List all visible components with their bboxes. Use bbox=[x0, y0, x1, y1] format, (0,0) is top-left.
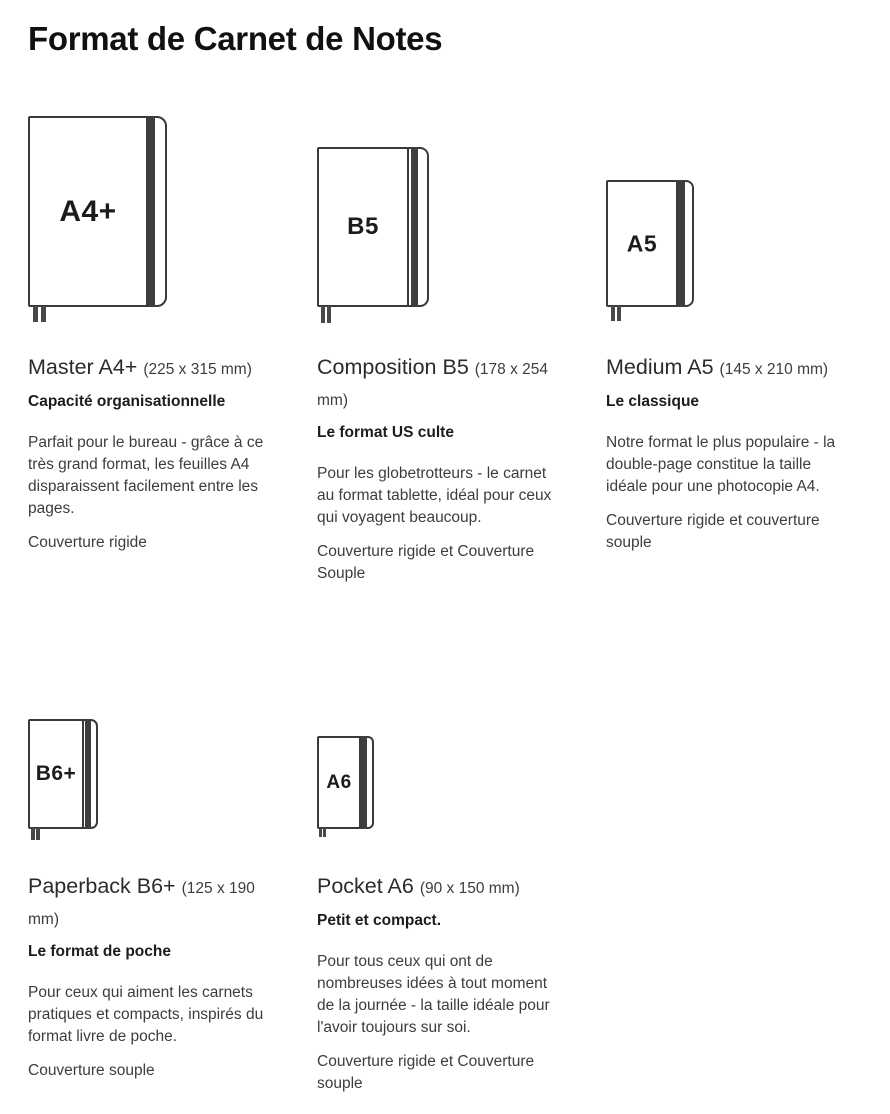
notebook-illustration bbox=[317, 702, 577, 842]
elastic-band-icon bbox=[678, 180, 685, 307]
format-card-pocket-a6 bbox=[317, 702, 577, 1095]
format-card-medium-a5 bbox=[606, 101, 866, 585]
elastic-band-icon bbox=[85, 719, 91, 829]
notebook-a5-icon bbox=[606, 180, 694, 307]
cover-options: Couverture rigide bbox=[28, 534, 147, 551]
format-description: Parfait pour le bureau - grâce à ce très grand format, les feuilles A4 disparaissent facilement entre les pages. bbox=[28, 434, 264, 517]
bookmark-ribbon-icon bbox=[41, 306, 46, 322]
bookmark-ribbon-icon bbox=[33, 306, 38, 322]
format-dimensions: (225 x 315 mm) bbox=[143, 361, 252, 378]
format-tagline: Le classique bbox=[606, 393, 700, 410]
format-tagline: Le format de poche bbox=[28, 943, 171, 960]
format-dimensions: (145 x 210 mm) bbox=[719, 361, 829, 378]
notebook-illustration bbox=[28, 101, 288, 323]
page-title: Format de Carnet de Notes bbox=[28, 20, 443, 57]
format-dimensions: (178 x 254 mm) bbox=[317, 361, 549, 409]
elastic-band-icon bbox=[411, 147, 418, 307]
format-tagline: Capacité organisationnelle bbox=[28, 393, 226, 410]
format-name: Medium A5 bbox=[606, 355, 714, 379]
bookmark-ribbon-icon bbox=[321, 306, 325, 323]
format-name: Paperback B6+ bbox=[28, 874, 176, 898]
format-dimensions: (125 x 190 mm) bbox=[28, 880, 255, 928]
format-tagline: Petit et compact. bbox=[317, 912, 442, 929]
notebook-a6-icon bbox=[317, 736, 374, 829]
elastic-band-icon bbox=[361, 736, 367, 829]
format-description: Notre format le plus populaire - la double-page constitue la taille idéale pour une photocopie A4. bbox=[606, 434, 836, 495]
elastic-band-icon bbox=[148, 116, 155, 307]
notebook-illustration bbox=[317, 101, 577, 323]
format-card-composition-b5 bbox=[317, 101, 577, 585]
format-name: Pocket A6 bbox=[317, 874, 414, 898]
cover-options: Couverture souple bbox=[28, 1062, 155, 1079]
card-title bbox=[28, 872, 276, 934]
format-name: Composition B5 bbox=[317, 355, 469, 379]
format-name: Master A4+ bbox=[28, 355, 138, 379]
bookmark-ribbon-icon bbox=[36, 828, 40, 840]
format-description: Pour les globetrotteurs - le carnet au format tablette, idéal pour ceux qui voyagent beaucoup. bbox=[317, 465, 552, 526]
format-dimensions: (90 x 150 mm) bbox=[419, 880, 520, 897]
format-badge: A6 bbox=[326, 771, 352, 793]
format-description: Pour ceux qui aiment les carnets pratiques et compacts, inspirés du format livre de poche. bbox=[28, 984, 264, 1045]
card-title bbox=[317, 872, 565, 903]
bookmark-ribbon-icon bbox=[323, 828, 326, 837]
format-badge: B5 bbox=[347, 213, 379, 240]
bookmark-ribbon-icon bbox=[327, 306, 331, 323]
notebook-b5-icon bbox=[317, 147, 429, 307]
card-title bbox=[317, 353, 565, 415]
format-badge: A4+ bbox=[59, 194, 117, 228]
notebook-a4plus-icon bbox=[28, 116, 167, 307]
bookmark-ribbon-icon bbox=[611, 306, 615, 321]
notebook-b6plus-icon bbox=[28, 719, 98, 829]
notebook-illustration bbox=[28, 702, 288, 842]
card-title bbox=[606, 353, 854, 384]
cover-options: Couverture rigide et Couverture Souple bbox=[317, 543, 535, 582]
format-card-paperback-b6plus bbox=[28, 702, 288, 1095]
format-badge: A5 bbox=[626, 230, 658, 256]
format-badge: B6+ bbox=[35, 762, 77, 785]
cover-options: Couverture rigide et Couverture souple bbox=[317, 1053, 535, 1092]
bookmark-ribbon-icon bbox=[31, 828, 35, 840]
format-tagline: Le format US culte bbox=[317, 424, 454, 441]
bookmark-ribbon-icon bbox=[319, 828, 322, 837]
formats-grid bbox=[28, 101, 890, 1095]
notebook-illustration bbox=[606, 101, 866, 323]
cover-options: Couverture rigide et couverture souple bbox=[606, 512, 820, 551]
bookmark-ribbon-icon bbox=[617, 306, 621, 321]
format-card-master-a4plus bbox=[28, 101, 288, 585]
format-description: Pour tous ceux qui ont de nombreuses idées à tout moment de la journée - la taille idéale pour l'avoir toujours sur soi. bbox=[317, 953, 550, 1036]
card-title bbox=[28, 353, 276, 384]
